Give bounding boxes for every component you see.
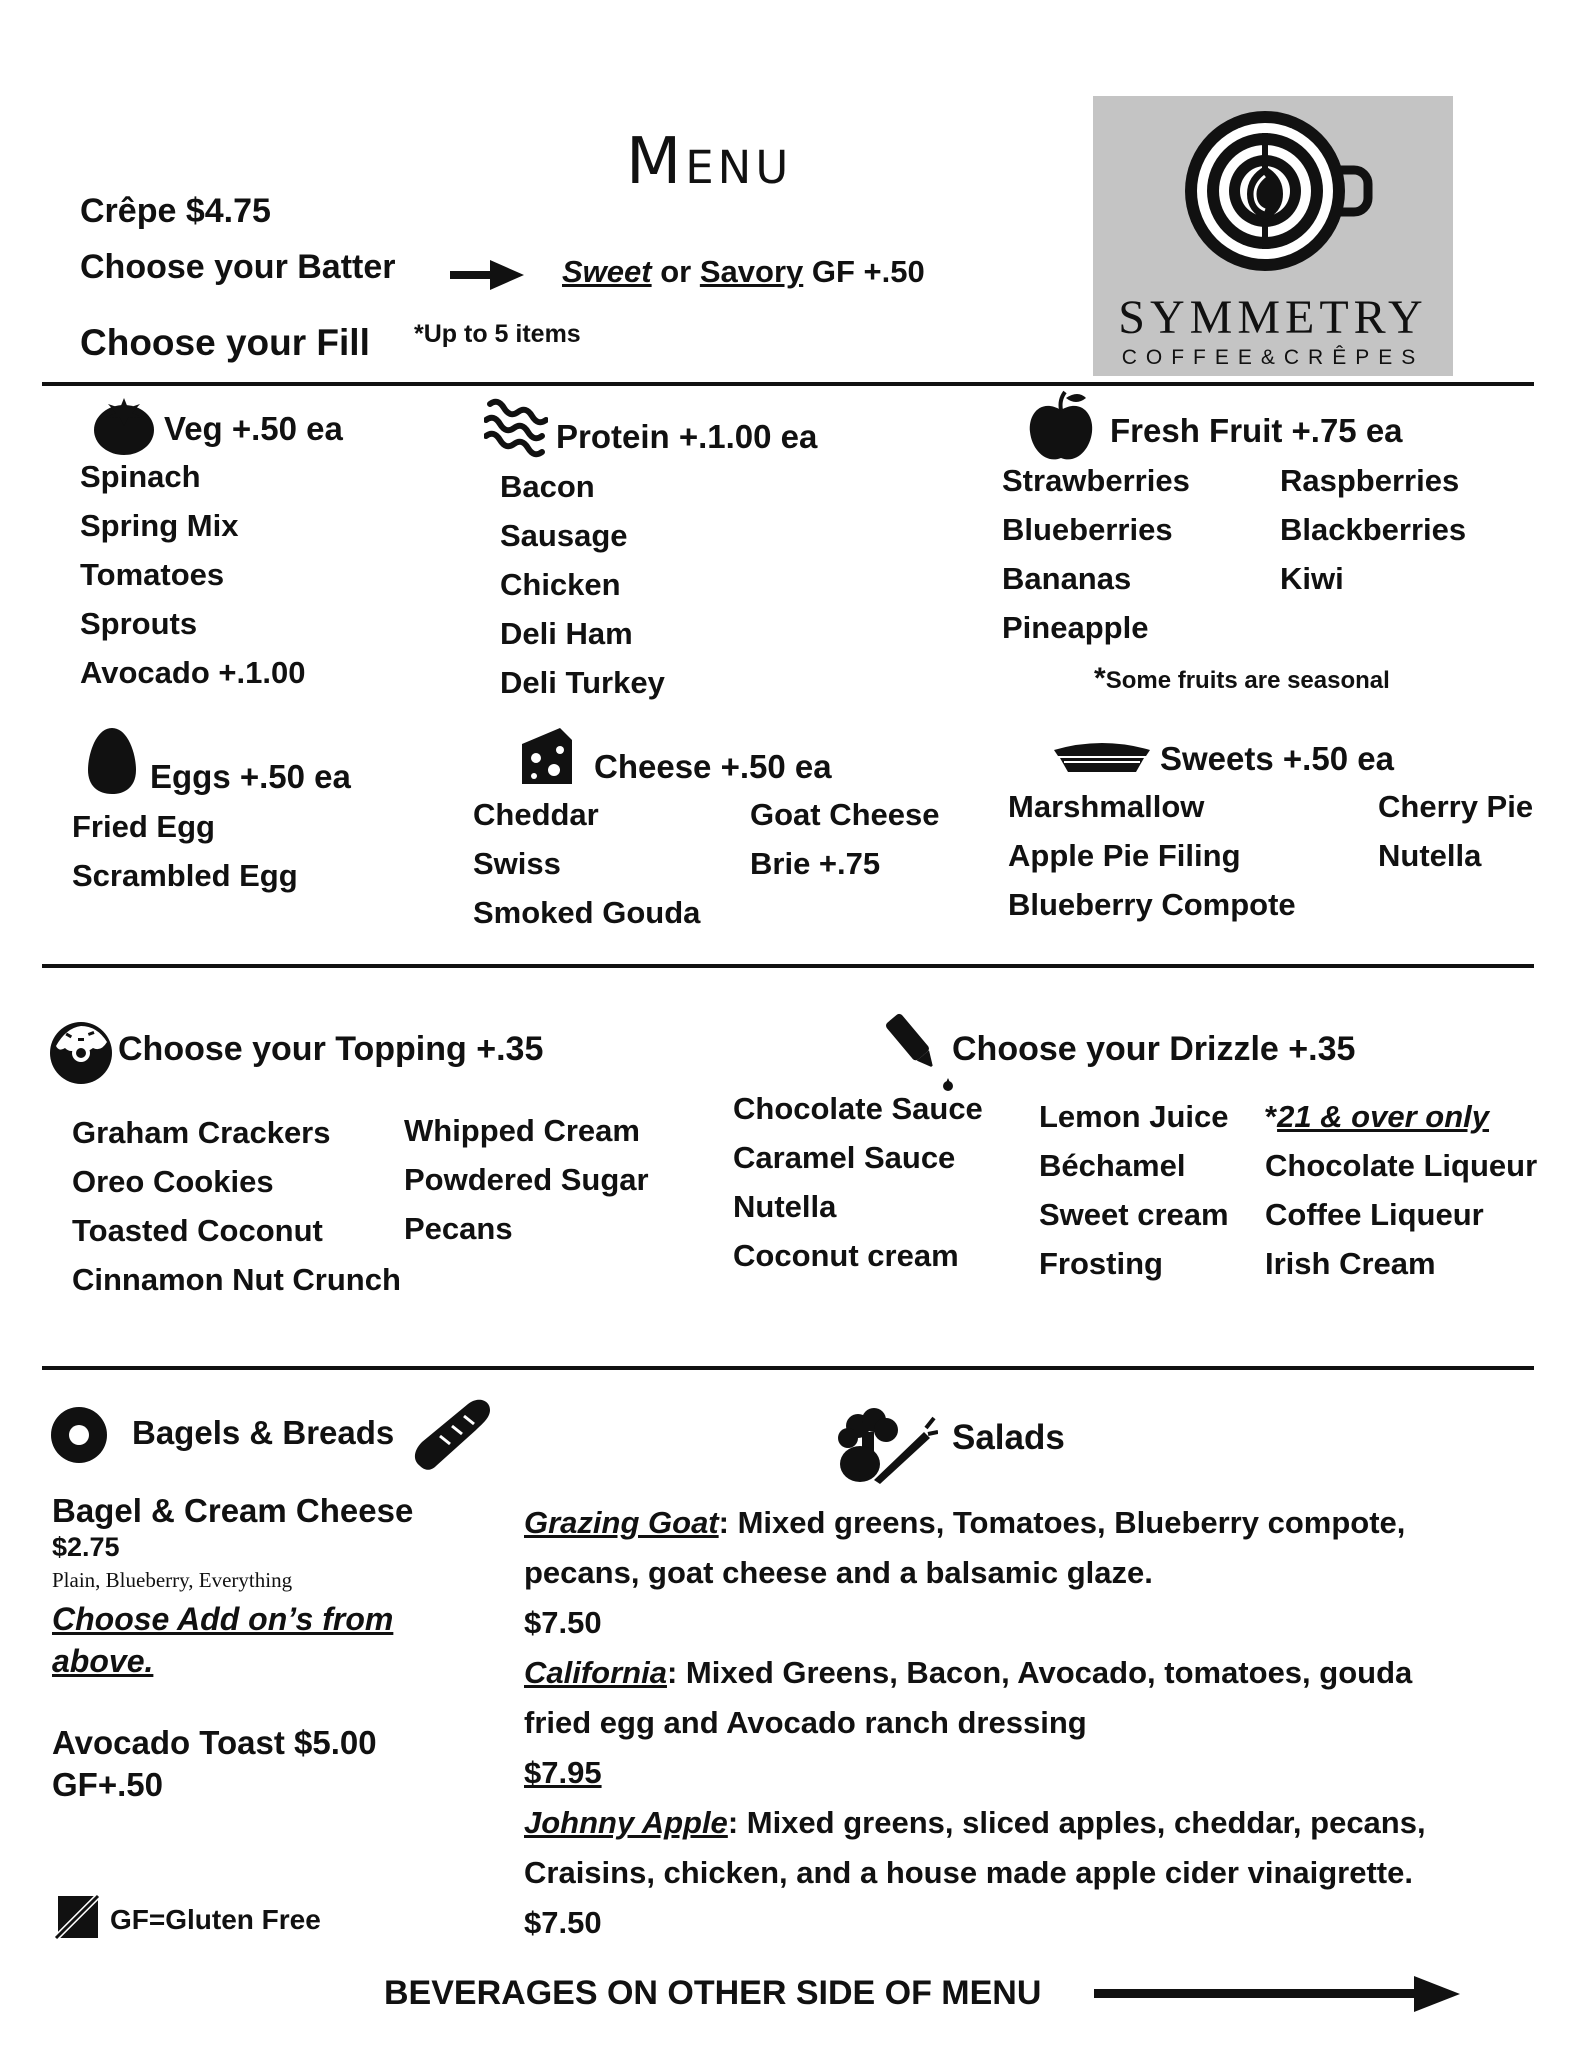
cheese-icon	[520, 726, 574, 786]
batter-or: or	[660, 254, 692, 289]
bagels-title: Bagels & Breads	[132, 1414, 395, 1451]
arrow-right-icon	[1094, 1974, 1460, 2014]
list-item: Fried Egg	[72, 809, 215, 844]
pie-icon	[1052, 742, 1152, 774]
gf-legend: GF=Gluten Free	[110, 1904, 321, 1935]
cheese-list-1	[473, 790, 700, 937]
divider	[42, 382, 1534, 386]
topping-list-2	[404, 1106, 649, 1253]
fill-label: Choose your Fill	[80, 322, 370, 363]
list-item: Blackberries	[1280, 512, 1467, 547]
salads-title: Salads	[952, 1418, 1065, 1457]
bagel-flavors: Plain, Blueberry, Everything	[52, 1568, 293, 1592]
list-item: Powdered Sugar	[404, 1162, 649, 1197]
list-item: Nutella	[733, 1189, 837, 1224]
baguette-icon	[410, 1396, 494, 1472]
list-item: Bacon	[500, 469, 595, 504]
salad-name: California	[524, 1655, 667, 1690]
list-item: Béchamel	[1039, 1148, 1186, 1183]
list-item: Kiwi	[1280, 561, 1344, 596]
salad-desc: : Mixed greens, Tomatoes, Blueberry compote,	[718, 1505, 1406, 1540]
list-item: Cheddar	[473, 797, 599, 832]
drizzle-list-2	[1039, 1092, 1229, 1288]
list-item: Avocado +.1.00	[80, 655, 306, 690]
list-item: Pecans	[404, 1211, 513, 1246]
list-item: Whipped Cream	[404, 1113, 640, 1148]
salad-price: $7.95	[524, 1755, 602, 1790]
cheese-list-2	[750, 790, 940, 888]
bagel-item: Bagel & Cream Cheese	[52, 1492, 414, 1529]
logo-name: SYMMETRY	[1118, 291, 1428, 344]
list-item: Goat Cheese	[750, 797, 940, 832]
drizzle-list-1	[733, 1084, 983, 1280]
list-item: Caramel Sauce	[733, 1140, 956, 1175]
list-item: Spring Mix	[80, 508, 239, 543]
age-note	[1265, 1092, 1537, 1141]
divider	[42, 1366, 1534, 1370]
list-item: Deli Turkey	[500, 665, 665, 700]
list-item: Scrambled Egg	[72, 858, 298, 893]
eggs-list	[72, 802, 298, 900]
salad-desc-line: fried egg and Avocado ranch dressing	[524, 1705, 1087, 1740]
egg-icon	[86, 726, 138, 796]
avocado-toast: Avocado Toast $5.00	[52, 1724, 377, 1761]
fruit-list-2	[1280, 456, 1466, 603]
gluten-free-icon	[52, 1892, 102, 1942]
batter-gf: GF +.50	[811, 254, 925, 289]
list-item: Toasted Coconut	[72, 1213, 323, 1248]
addons-note: Choose Add on’s from above.	[52, 1601, 394, 1679]
list-item: Chocolate Sauce	[733, 1091, 983, 1126]
list-item: Tomatoes	[80, 557, 225, 592]
tomato-icon	[92, 394, 156, 456]
bagel-price: $2.75	[52, 1532, 120, 1562]
list-item: Bananas	[1002, 561, 1132, 596]
list-item: Frosting	[1039, 1246, 1163, 1281]
salad-desc-line: Craisins, chicken, and a house made apple cider vinaigrette.	[524, 1855, 1413, 1890]
salad-name: Grazing Goat	[524, 1505, 719, 1540]
list-item: Deli Ham	[500, 616, 633, 651]
list-item: Swiss	[473, 846, 561, 881]
list-item: Blueberries	[1002, 512, 1173, 547]
arrow-right-icon	[450, 258, 524, 292]
salad-desc-line: pecans, goat cheese and a balsamic glaze.	[524, 1555, 1153, 1590]
crepe-price: Crêpe $4.75	[80, 192, 271, 230]
list-item: Irish Cream	[1265, 1246, 1436, 1281]
salad-item	[524, 1498, 1426, 1548]
sweets-list-1	[1008, 782, 1296, 929]
sweets-title: Sweets +.50 ea	[1160, 740, 1394, 777]
bacon-icon	[484, 398, 548, 458]
list-item: Chocolate Liqueur	[1265, 1148, 1538, 1183]
topping-list-1	[72, 1108, 401, 1304]
donut-icon	[48, 1020, 114, 1086]
topping-title: Choose your Topping +.35	[118, 1030, 544, 1068]
list-item: Sweet cream	[1039, 1197, 1229, 1232]
drizzle-list-3	[1265, 1092, 1537, 1288]
list-item: Coffee Liqueur	[1265, 1197, 1484, 1232]
salad-price: $7.50	[524, 1605, 602, 1640]
list-item: Cherry Pie	[1378, 789, 1534, 824]
list-item: Lemon Juice	[1039, 1099, 1229, 1134]
batter-savory: Savory	[699, 254, 804, 289]
list-item: Chicken	[500, 567, 621, 602]
list-item: Raspberries	[1280, 463, 1460, 498]
batter-options	[562, 254, 925, 290]
fruit-title: Fresh Fruit +.75 ea	[1110, 412, 1403, 449]
list-item: Graham Crackers	[72, 1115, 331, 1150]
list-item: Pineapple	[1002, 610, 1149, 645]
squeeze-bottle-icon	[872, 1006, 962, 1094]
list-item: Apple Pie Filing	[1008, 838, 1241, 873]
eggs-title: Eggs +.50 ea	[150, 758, 351, 795]
fruit-note-star: *	[1094, 662, 1106, 695]
list-item: Blueberry Compote	[1008, 887, 1296, 922]
apple-icon	[1026, 390, 1096, 464]
veg-title: Veg +.50 ea	[164, 410, 343, 447]
logo	[1093, 96, 1453, 376]
batter-sweet: Sweet	[562, 254, 652, 289]
logo-tagline: COFFEE&CRÊPES	[1121, 346, 1425, 369]
sweets-list-2	[1378, 782, 1533, 880]
list-item: Nutella	[1378, 838, 1482, 873]
fruit-list-1	[1002, 456, 1190, 652]
list-item: Cinnamon Nut Crunch	[72, 1262, 401, 1297]
salad-desc: : Mixed Greens, Bacon, Avocado, tomatoes, gouda	[666, 1655, 1413, 1690]
page-title: Menu	[626, 125, 793, 199]
list-item: Brie +.75	[750, 846, 881, 881]
divider	[42, 964, 1534, 968]
list-item: Sprouts	[80, 606, 198, 641]
batter-label: Choose your Batter	[80, 248, 396, 286]
latte-art-cup-icon	[1173, 106, 1373, 276]
salad-list	[524, 1498, 1426, 1948]
vegetables-icon	[830, 1404, 938, 1486]
list-item: Smoked Gouda	[473, 895, 701, 930]
salad-item	[524, 1798, 1426, 1848]
drizzle-title: Choose your Drizzle +.35	[952, 1030, 1356, 1068]
veg-list	[80, 452, 305, 697]
avocado-toast-gf: GF+.50	[52, 1766, 163, 1803]
salad-desc: : Mixed greens, sliced apples, cheddar, pecans,	[727, 1805, 1426, 1840]
age-note-text: 21 & over only	[1277, 1099, 1489, 1134]
cheese-title: Cheese +.50 ea	[594, 748, 832, 785]
salad-item	[524, 1648, 1426, 1698]
list-item: Oreo Cookies	[72, 1164, 274, 1199]
footer-note: BEVERAGES ON OTHER SIDE OF MENU	[384, 1974, 1042, 2012]
list-item: Coconut cream	[733, 1238, 959, 1273]
fruit-note	[1094, 662, 1390, 696]
protein-list	[500, 462, 665, 707]
protein-title: Protein +.1.00 ea	[556, 418, 818, 455]
age-note-star: *	[1265, 1099, 1278, 1134]
bagel-icon	[50, 1406, 108, 1464]
list-item: Sausage	[500, 518, 628, 553]
list-item: Strawberries	[1002, 463, 1190, 498]
salad-price: $7.50	[524, 1905, 602, 1940]
fill-note: *Up to 5 items	[414, 320, 581, 348]
salad-name: Johnny Apple	[524, 1805, 728, 1840]
fruit-note-text: Some fruits are seasonal	[1105, 667, 1390, 694]
list-item: Marshmallow	[1008, 789, 1205, 824]
list-item: Spinach	[80, 459, 201, 494]
